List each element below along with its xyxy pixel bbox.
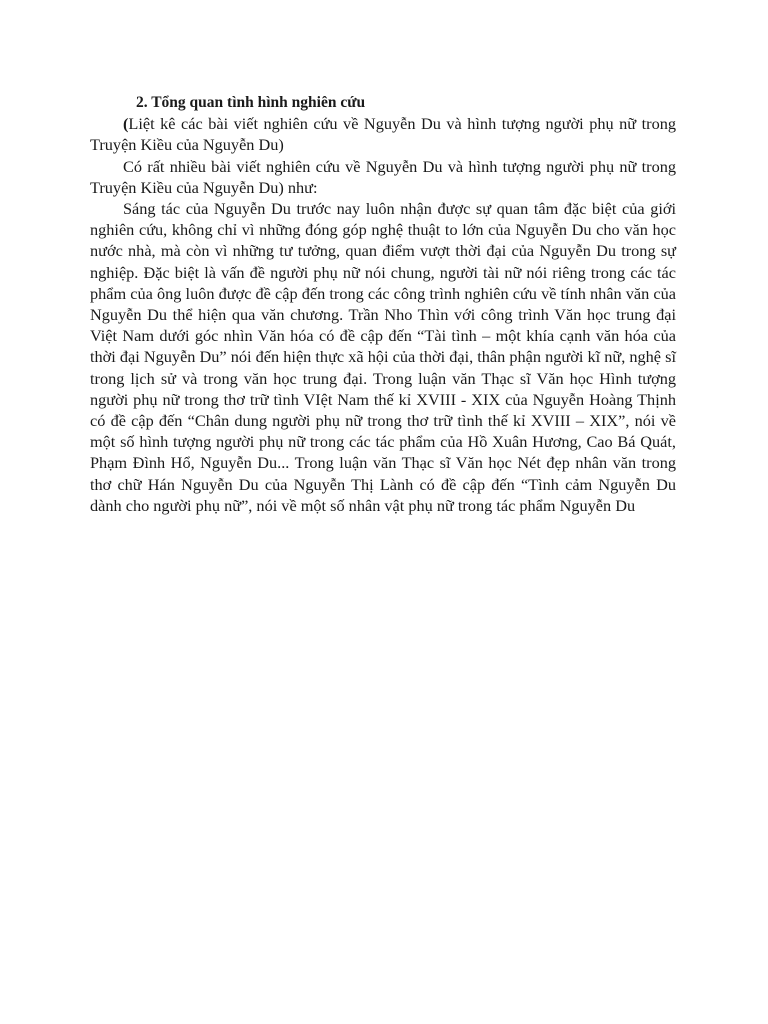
note-open-paren: (: [123, 114, 129, 134]
section-heading: 2. Tổng quan tình hình nghiên cứu: [136, 94, 366, 111]
document-page: [90, 92, 676, 516]
note-text: Liệt kê các bài viết nghiên cứu về Nguyễn Du và hình tượng người phụ nữ trong Truyện Kiều của Nguyễn Du): [90, 114, 676, 155]
body-paragraph: Sáng tác của Nguyễn Du trước nay luôn nhận được sự quan tâm đặc biệt của giới nghiên cứu, không chỉ vì những đóng góp nghệ thuật to lớn của Nguyễn Du cho văn học nước nhà, mà còn vì những tư tưởng, quan điểm vượt thời đại của Nguyễn Du trong sự nghiệp. Đặc biệt là vấn đề người phụ nữ nói chung, người tài nữ nói riêng trong các tác phẩm của ông luôn được đề cập đến trong các công trình nghiên cứu về tính nhân văn của Nguyễn Du thể hiện qua văn chương. Trần Nho Thìn với công trình Văn học trung đại Việt Nam dưới góc nhìn Văn hóa có đề cập đến “Tài tình – một khía cạnh văn hóa của thời đại Nguyễn Du” nói đến hiện thực xã hội của thời đại, thân phận người kĩ nữ, nghệ sĩ trong lịch sử và trong văn học trung đại. Trong luận văn Thạc sĩ Văn học Hình tượng người phụ nữ trong thơ trữ tình VIệt Nam thế kỉ XVIII - XIX của Nguyễn Hoàng Thịnh có đề cập đến “Chân dung người phụ nữ trong thơ trữ tình thế kỉ XVIII – XIX”, nói về một số hình tượng người phụ nữ trong các tác phẩm của Hồ Xuân Hương, Cao Bá Quát, Phạm Đình Hổ, Nguyễn Du... Trong luận văn Thạc sĩ Văn học Nét đẹp nhân văn trong thơ chữ Hán Nguyễn Du của Nguyễn Thị Lành có đề cập đến “Tình cảm Nguyễn Du dành cho người phụ nữ”, nói về một số nhân vật phụ nữ trong tác phẩm Nguyễn Du: [90, 199, 676, 515]
note-paragraph: [90, 113, 676, 155]
intro-paragraph: Có rất nhiều bài viết nghiên cứu về Nguyễn Du và hình tượng người phụ nữ trong Truyện Kiều của Nguyễn Du) như:: [90, 156, 676, 197]
